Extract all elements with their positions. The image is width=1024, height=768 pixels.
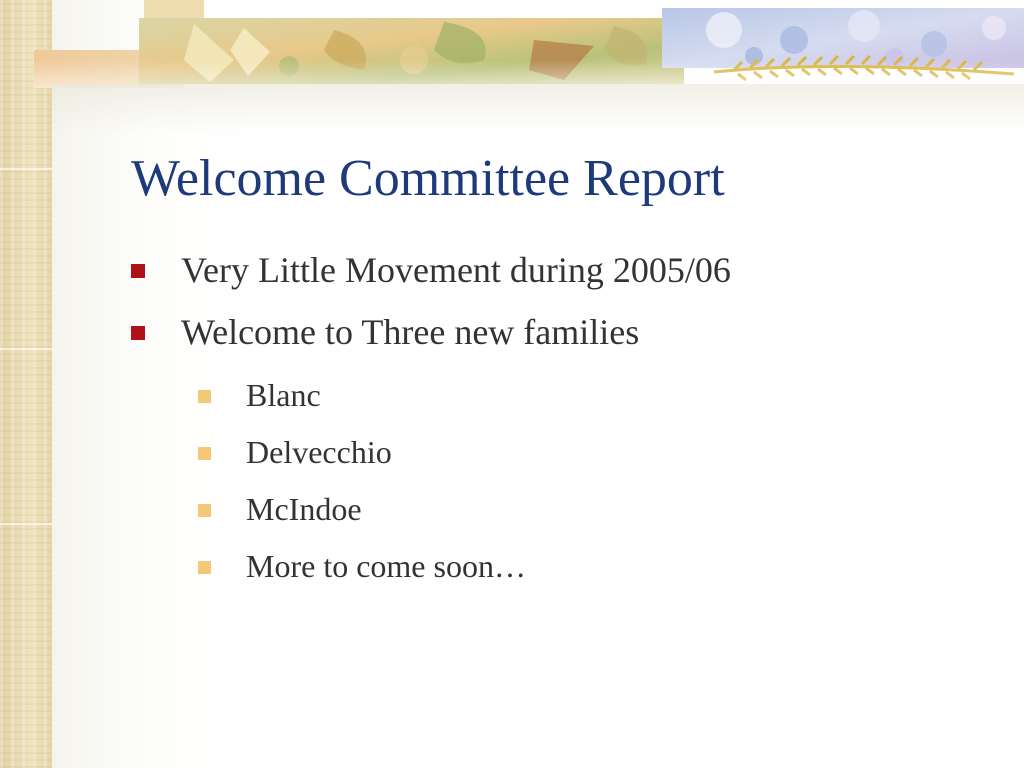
sub-bullet-text: Delvecchio — [246, 434, 392, 470]
square-sub-bullet-icon — [198, 561, 211, 574]
sub-bullet-text: Blanc — [246, 377, 321, 413]
sub-bullet-text: More to come soon… — [246, 548, 526, 584]
bullet-text: Welcome to Three new families — [181, 312, 640, 352]
square-sub-bullet-icon — [198, 447, 211, 460]
sub-bullet-text: McIndoe — [246, 491, 362, 527]
strip-seam — [0, 348, 52, 350]
slide-title: Welcome Committee Report — [131, 150, 725, 207]
banner-shadow — [52, 84, 1024, 134]
strip-seam — [0, 523, 52, 525]
banner-artwork — [34, 0, 1024, 88]
top-decorative-banner — [34, 0, 1024, 88]
square-bullet-icon — [131, 326, 145, 340]
square-bullet-icon — [131, 264, 145, 278]
left-parchment-strip — [0, 0, 52, 768]
bullet-text: Very Little Movement during 2005/06 — [181, 250, 731, 290]
square-sub-bullet-icon — [198, 390, 211, 403]
blue-floral-image — [662, 8, 1024, 68]
strip-seam — [0, 168, 52, 170]
square-sub-bullet-icon — [198, 504, 211, 517]
